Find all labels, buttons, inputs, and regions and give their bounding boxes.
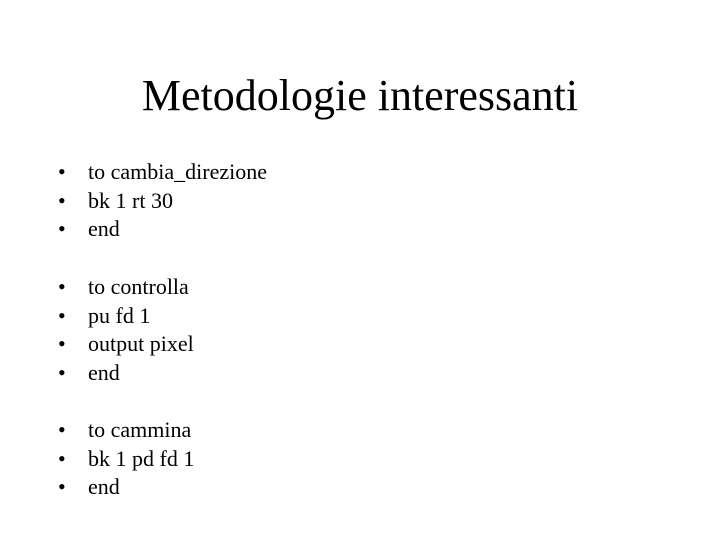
bullet-icon: • xyxy=(58,417,66,442)
bullet-text: bk 1 rt 30 xyxy=(88,187,173,213)
bullet-text: end xyxy=(88,216,120,241)
code-block-cambia-direzione xyxy=(58,158,267,244)
bullet-text: to cammina xyxy=(88,417,192,442)
bullet-icon: • xyxy=(58,274,66,299)
bullet-icon: • xyxy=(58,445,66,471)
bullet-text: end xyxy=(88,474,120,499)
bullet-icon: • xyxy=(58,331,66,356)
bullet-text: to controlla xyxy=(88,274,189,299)
bullet-text: bk 1 pd fd 1 xyxy=(88,445,195,471)
bullet-icon: • xyxy=(58,159,66,184)
bullet-text: end xyxy=(88,359,120,385)
bullet-item xyxy=(58,215,267,244)
bullet-icon: • xyxy=(58,474,66,499)
bullet-text: to cambia_direzione xyxy=(88,159,267,184)
code-block-controlla xyxy=(58,273,194,387)
slide-title: Metodologie interessanti xyxy=(141,71,579,120)
bullet-text: output pixel xyxy=(88,331,194,356)
bullet-icon: • xyxy=(58,302,66,328)
bullet-item xyxy=(58,273,194,302)
bullet-item xyxy=(58,330,194,359)
bullet-item xyxy=(58,187,267,216)
bullet-icon: • xyxy=(58,187,66,213)
bullet-icon: • xyxy=(58,216,66,241)
bullet-item xyxy=(58,302,194,331)
bullet-item xyxy=(58,445,194,474)
bullet-item xyxy=(58,158,267,187)
bullet-item xyxy=(58,416,194,445)
bullet-item xyxy=(58,473,194,502)
bullet-item xyxy=(58,359,194,388)
bullet-text: pu fd 1 xyxy=(88,302,151,328)
bullet-icon: • xyxy=(58,359,66,385)
code-block-cammina xyxy=(58,416,194,502)
